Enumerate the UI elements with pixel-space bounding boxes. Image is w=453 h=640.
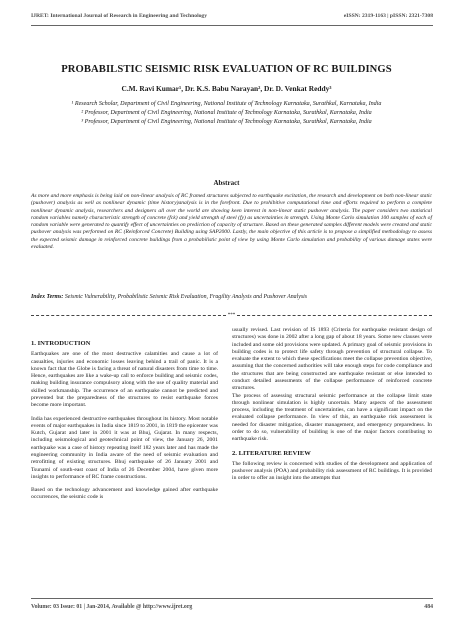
abstract-heading: Abstract [213, 179, 240, 187]
intro-paragraph-4: usually revised. Last revision of IS 1893 (Criteria for earthquake resistant design of structures) was done in 2002 after a long gap of about 18 years. Some new clauses were included and some old provisions were updated. A primary goal of seismic provisions in building codes is to protect life safety through prevention of structural collapse. To evaluate the extent to which these specifications meet the collapse prevention objective, assuming that the concerned authorities will take enough steps for code compliance and the structures that are being constructed are earthquake resistant or else intended to conduct detailed assessments of the collapse performance of reinforced concrete structures. [232, 327, 432, 392]
left-column [31, 340, 218, 508]
section-heading-introduction: 1. INTRODUCTION [31, 340, 91, 347]
right-column [232, 327, 432, 489]
journal-header [31, 13, 433, 19]
section-separator [31, 311, 432, 319]
author-list: C.M. Ravi Kumar¹, Dr. K.S. Babu Narayan², Dr. D. Venkat Reddy³ [121, 84, 332, 93]
section-heading-literature-review: 2. LITERATURE REVIEW [232, 449, 311, 457]
page-number: 484 [424, 604, 433, 610]
index-terms-label: Index Terms: [31, 294, 64, 300]
affiliation-3: ³ Professor, Department of Civil Engineering, National Institute of Technology Karnataka, Surathkal, Karnataka, India [81, 118, 372, 125]
footer-volume: Volume: 03 Issue: 01 | Jan-2014, Available @ http://www.ijret.org [31, 604, 193, 610]
literature-paragraph-1: The following review is concerned with studies of the development and application of pushover analysis (POA) and probability risk assessment of RC buildings. It is provided in order to offer an insight into the attempts that [232, 460, 432, 482]
separator-dash-left [31, 315, 226, 316]
footer-rule [31, 598, 433, 599]
intro-paragraph-3: Based on the technology advancement and knowledge gained after earthquake occurrences, the seismic code is [31, 487, 218, 501]
page-footer [31, 604, 433, 610]
affiliations [55, 100, 398, 126]
affiliation-2: ² Professor, Department of Civil Engineering, National Institute of Technology Karnataka, Surathkal, Karnataka, India [81, 109, 372, 116]
intro-paragraph-2: India has experienced destructive earthquakes throughout its history. Most notable events of major earthquakes in India since 1819 to 2001, in 1819 the epicenter was Kutch, Gujarat and later in 2001 it was at Bhuj, Gujarat. In many respects, including seismological and geotechnical point of view, the January 26, 2001 earthquake was a case of history repeating itself 182 years later and has made the engineering community in India aware of the need of seismic evaluation and retrofitting of existing structures. Bhuj earthquake of 26 January 2001 and Tsunami of south-east coast of India of 26 December 2004, have given more insights to performance of RC frame constructions. [31, 415, 218, 480]
journal-issn: eISSN: 2319-1163 | pISSN: 2321-7308 [343, 13, 433, 19]
intro-paragraph-1: Earthquakes are one of the most destructive calamities and cause a lot of casualties, injuries and economic losses leaving behind a trail of panic. It is a known fact that the Globe is facing a threat of natural disasters from time to time. Hence, earthquakes are like a wake-up call to enforce building and seismic codes, making building insurance compulsory along with the use of quality material and skilled workmanship. The occurrence of an earthquake cannot be predicted and prevented but the preparedness of the structures to resist earthquake forces become more important. [31, 351, 218, 409]
index-terms [31, 294, 432, 301]
paper-title: PROBABILSTIC SEISMIC RISK EVALUATION OF RC BUILDINGS [61, 64, 392, 75]
journal-name: IJRET: International Journal of Research in Engineering and Technology [31, 13, 208, 19]
separator-mark: *** [227, 312, 236, 318]
affiliation-1: ¹ Research Scholar, Department of Civil Engineering, National Institute of Technology Karnataka, Surathkal, Karnataka, India [71, 101, 382, 107]
header-rule [31, 25, 433, 26]
separator-dash-right [237, 315, 432, 316]
index-terms-text: Seismic Vulnerability, Probabilistic Seismic Risk Evaluation, Fragility Analysis and Pushover Analysis [63, 294, 308, 300]
intro-paragraph-5: The process of assessing structural seismic performance at the collapse limit state through nonlinear simulation is highly uncertain. Many aspects of the assessment process, including the treatment of uncertainties, can have a significant impact on the evaluated collapse performance. In view of this, an earthquake risk assessment is needed for disaster mitigation, disaster management, and emergency preparedness. In order to do so, vulnerability of building is one of the major factors contributing to earthquake risk. [232, 392, 432, 443]
abstract-text: As more and more emphasis is being laid on non-linear analysis of RC framed structures subjected to earthquake excitation, the research and development on both non-linear static (pushover) analysis as well as nonlinear dynamic (time history)analysis is in the forefront. Due to prohibitive computational time and efforts required to perform a complete nonlinear dynamic analysis, researchers and designers all over the world are showing keen interest in non-linear static pushover analysis. The paper considers two statistical random variables namely characteristic strength of concrete (fck) and yield strength of steel (fy) as uncertainties in strength. Using Monte Carlo simulation 100 samples of each of random variable were generated to quantify effect of uncertainties on prediction of capacity of structure. Based on these generated samples different models were created and static pushover analysis was performed on RC (Reinforced Concrete) Building using SAP2000. Lastly, the main objective of this article is to propose a simplified methodology to assess the expected seismic damage in reinforced concrete buildings from a probabilistic point of view by using Monte Carlo simulation and probability of various damage states were evaluated. [31, 193, 432, 250]
